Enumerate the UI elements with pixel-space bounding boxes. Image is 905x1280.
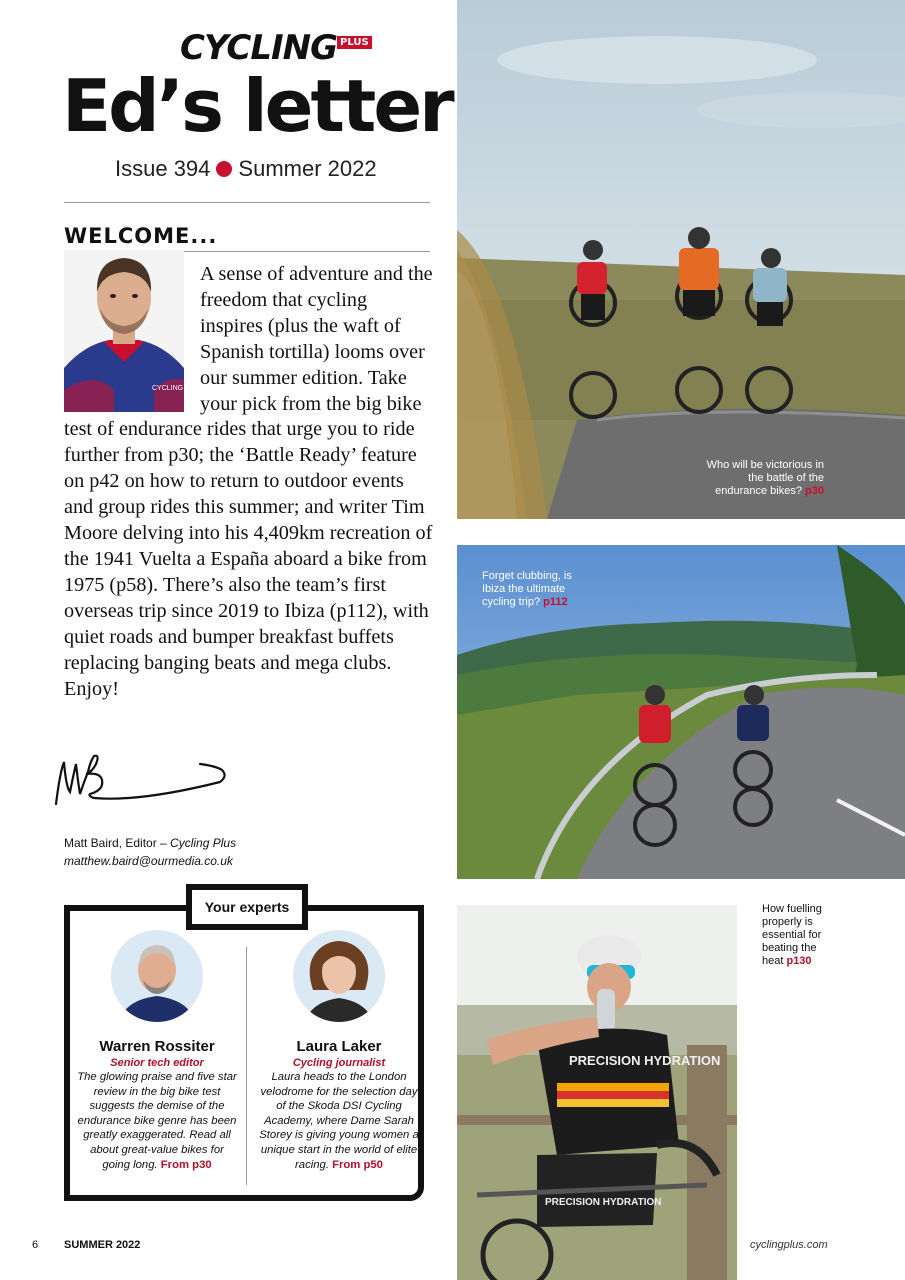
jersey-logo: CYCLING [152,385,184,392]
red-dot-icon [216,161,232,177]
expert-role: Cycling journalist [292,1057,386,1069]
expert-name: Laura Laker [296,1038,382,1055]
photo-hydration-rider [457,905,737,1280]
expert-description: Laura heads to the London velodrome for the selection day of the Skoda DSI Cycling Academy, where Dame Sarah Storey is giving young women a unique start in the world of elite racing. From p50 [259,1071,419,1171]
editor-email[interactable]: matthew.baird@ourmedia.co.uk [64,854,233,868]
avatar [293,930,385,1022]
expert-description: The glowing praise and five star review in the big bike test suggests the demise of the endurance bike genre has been greatly exaggerated. Read all about great-value bikes for going long. From p30 [77,1071,237,1171]
editor-signature [50,742,230,812]
editor-credit [64,834,236,870]
issue-season: Summer 2022 [238,156,377,181]
expert-role: Senior tech editor [110,1057,204,1069]
editor-letter-body [64,262,434,702]
letter-text: A sense of adventure and the freedom that cycling inspires (plus the waft of Spanish tortilla) looms over our summer edition. Take your pick from the big bike test of endurance rides that urge you to ride further from p30; the ‘Battle Ready’ feature on p42 on how to return to outdoor events and group rides this summer; and writer Tim Moore delving into his 4,409km recreation of the 1941 Vuelta a España aboard a bike from 1975 (p58). There’s also the team’s first overseas trip since 2019 to Ibiza (p112), with quiet roads and bumper breakfast buffets replacing banging beats and mega clubs. Enjoy! [64,263,433,700]
page-reference: p130 [786,955,812,967]
experts-heading: Your experts [186,884,308,930]
publication-name: Cycling Plus [170,836,237,850]
photo-caption: Who will be victorious in the battle of the endurance bikes? p30 [706,459,824,497]
photo-endurance-riders [457,0,905,519]
footer-website[interactable]: cyclingplus.com [750,1239,828,1251]
photo-caption: Forget clubbing, is Ibiza the ultimate cycling trip? p112 [482,570,572,608]
issue-line [115,156,377,182]
page-reference: p30 [805,485,824,497]
page-reference: p112 [543,596,568,608]
expert-card [254,930,424,1172]
issue-number: Issue 394 [115,156,211,181]
page-title: Ed’s letter [62,64,452,148]
editor-name: Matt Baird, Editor – [64,836,171,850]
photo-caption: How fuelling properly is essential for beating the heat p130 [762,903,822,967]
magazine-logo [180,28,372,68]
section-heading: WELCOME... [64,224,218,248]
logo-text: CYCLING [180,28,337,68]
page-number: 6 [32,1239,39,1251]
shorts-text: PRECISION HYDRATION [545,1197,662,1208]
jersey-text: PRECISION HYDRATION [569,1053,721,1068]
avatar [111,930,203,1022]
divider [246,947,247,1185]
expert-card [72,930,242,1172]
divider [64,202,430,203]
page-reference: From p50 [332,1158,383,1171]
expert-name: Warren Rossiter [99,1038,215,1055]
page-reference: From p30 [160,1158,212,1171]
logo-plus-badge: PLUS [337,36,372,49]
footer-issue: SUMMER 2022 [64,1239,141,1251]
